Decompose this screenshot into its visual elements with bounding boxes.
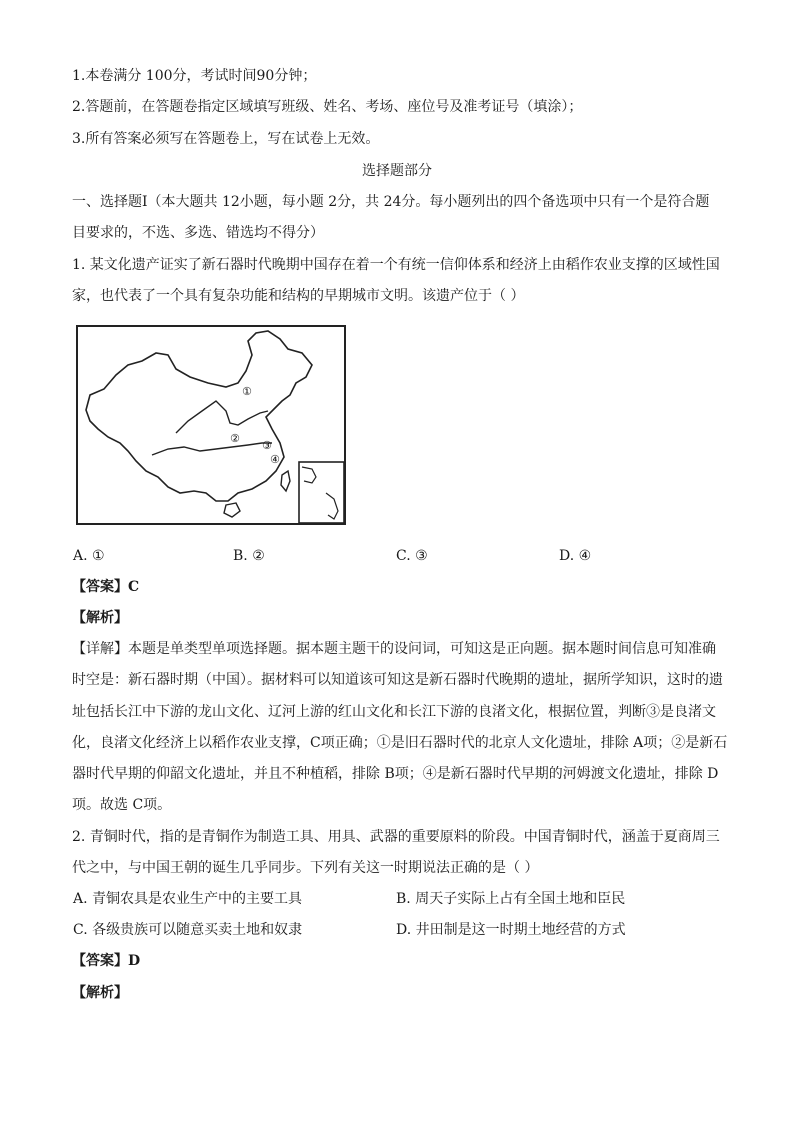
china-map-figure: [76, 325, 346, 525]
note-2: 2.答题前，在答题卷指定区域填写班级、姓名、考场、座位号及准考证号（填涂）；: [72, 99, 583, 115]
note-3: 3.所有答案必须写在答题卷上，写在试卷上无效。: [72, 131, 380, 147]
q2-option-d[interactable]: D. 井田制是这一时期土地经营的方式: [396, 922, 626, 938]
map-marker-4: ④: [270, 453, 280, 466]
q1-option-c[interactable]: C. ③: [396, 548, 428, 564]
q1-detail-line-2: 时空是：新石器时期（中国）。据材料可以知道该可知这是新石器时代晚期的遗址，据所学知识，这时的遗: [72, 672, 723, 688]
q1-option-b[interactable]: B. ②: [233, 548, 265, 564]
q1-stem-line-2: 家，也代表了一个具有复杂功能和结构的早期城市文明。该遗产位于（ ）: [72, 288, 525, 304]
q2-stem-line-2: 代之中，与中国王朝的诞生几乎同步。下列有关这一时期说法正确的是（ ）: [72, 860, 539, 876]
q2-stem-line-1: 2. 青铜时代，指的是青铜作为制造工具、用具、武器的重要原料的阶段。中国青铜时代，涵盖于夏商周三: [72, 829, 720, 845]
part1-intro-line-2: 目要求的，不选、多选、错选均不得分）: [72, 225, 324, 241]
q1-analysis-label: 【解析】: [72, 610, 128, 626]
q1-detail-line-6: 项。故选 C项。: [72, 797, 172, 813]
part1-intro-line-1: 一、选择题Ⅰ（本大题共 12小题，每小题 2分，共 24分。每小题列出的四个备选项中只有一个是符合题: [72, 194, 710, 210]
q1-option-d[interactable]: D. ④: [559, 548, 592, 564]
q1-option-a[interactable]: A. ①: [73, 548, 105, 564]
q1-detail-line-1: 【详解】本题是单类型单项选择题。据本题主题干的设问词，可知这是正向题。据本题时间信息可知准确: [72, 641, 716, 657]
note-1: 1.本卷满分 100分，考试时间90分钟；: [72, 68, 317, 84]
q1-detail-line-3: 址包括长江中下游的龙山文化、辽河上游的红山文化和长江下游的良渚文化，根据位置，判断③是良渚文: [72, 704, 716, 720]
map-marker-2: ②: [230, 432, 240, 445]
map-marker-3: ③: [262, 439, 272, 452]
q1-answer: 【答案】C: [72, 579, 140, 595]
map-marker-1: ①: [242, 385, 252, 398]
q1-detail-line-4: 化，良渚文化经济上以稻作农业支撑，C项正确；①是旧石器时代的北京人文化遗址，排除 A项；②是新石: [72, 735, 728, 751]
q2-option-b[interactable]: B. 周天子实际上占有全国土地和臣民: [396, 891, 626, 907]
q1-detail-line-5: 器时代早期的仰韶文化遗址，并且不种植稻，排除 B项；④是新石器时代早期的河姆渡文化遗址，排除 D: [72, 766, 719, 782]
q2-option-c[interactable]: C. 各级贵族可以随意买卖土地和奴隶: [73, 922, 303, 938]
south-china-sea-inset: [299, 462, 344, 523]
q2-option-a[interactable]: A. 青铜农具是农业生产中的主要工具: [73, 891, 303, 907]
section-title: 选择题部分: [362, 163, 432, 179]
q2-answer: 【答案】D: [72, 953, 141, 969]
q1-stem-line-1: 1. 某文化遗产证实了新石器时代晚期中国存在着一个有统一信仰体系和经济上由稻作农业支撑的区域性国: [72, 257, 720, 273]
q2-analysis-label: 【解析】: [72, 985, 128, 1001]
